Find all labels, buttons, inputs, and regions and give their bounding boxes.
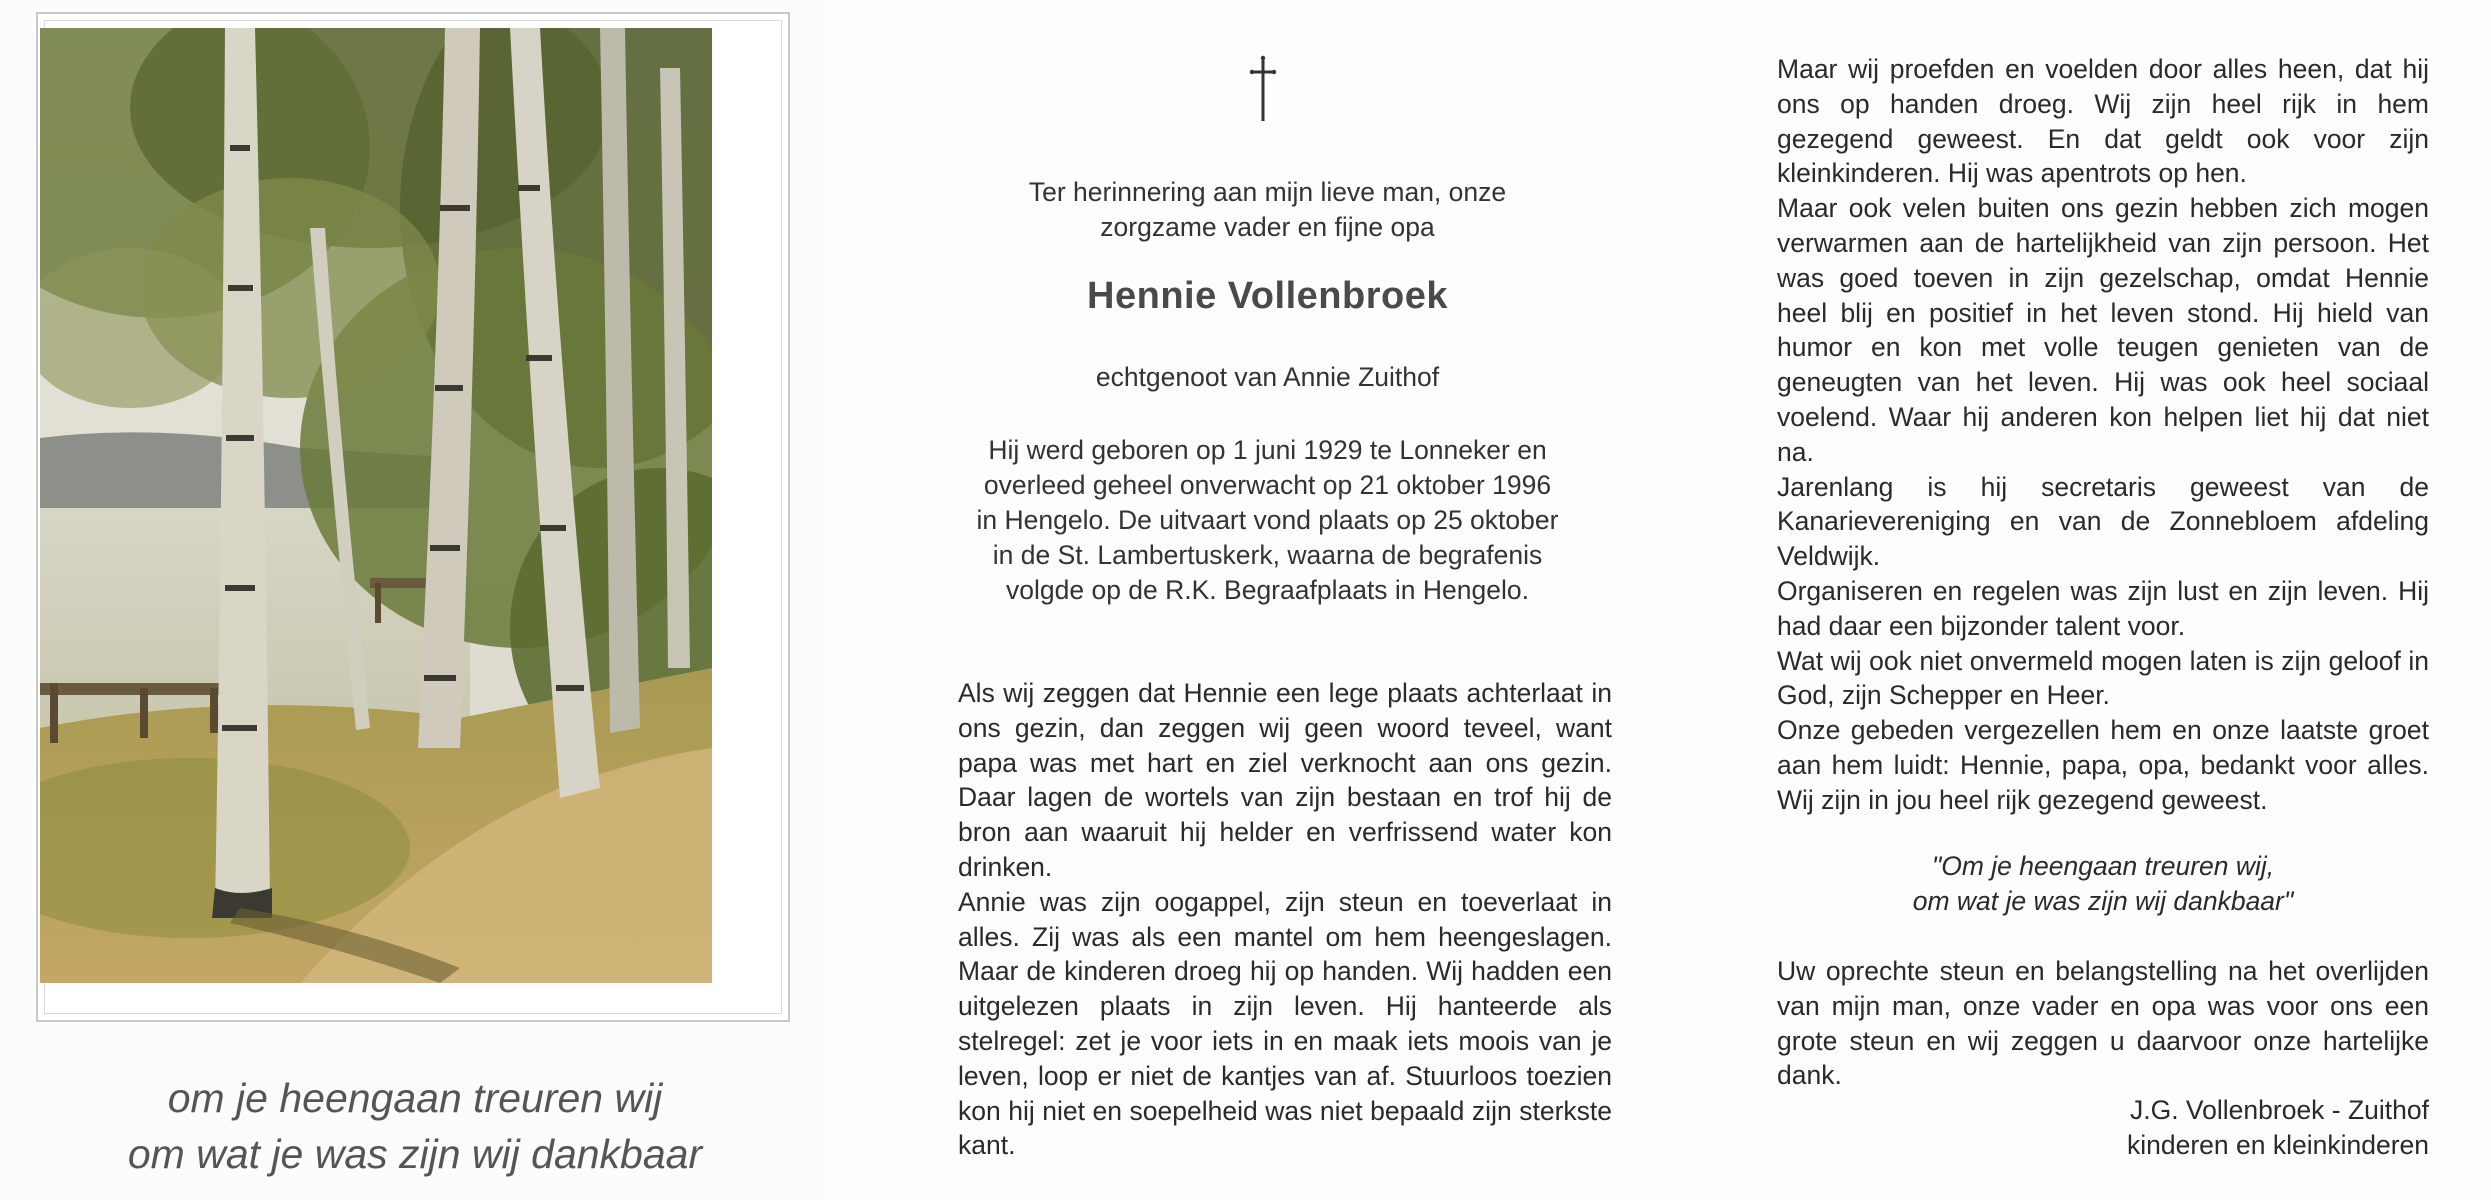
tribute-paragraph: Annie was zijn oogappel, zijn steun en toeverlaat in alles. Zij was als een mantel om hem heengeslagen. Maar de kinderen droeg hij op handen. Wij hadden een uitgelezen plaats in zijn leven. Hij hanteerde als stelregel: zet je voor iets in en maak iets moois van je leven, loop er niet de kantjes van af. Stuurloos toezien kon hij niet en soepelheid was niet bepaald zijn sterkste kant. <box>958 886 1612 1161</box>
life-details <box>830 433 1705 608</box>
life-line-4: in de St. Lambertuskerk, waarna de begrafenis <box>992 540 1543 570</box>
photo-caption <box>0 1070 830 1182</box>
closing-quote <box>1777 849 2429 919</box>
lakeside-birch-trees-photo <box>40 28 712 983</box>
quote-line-2: om wat je was zijn wij dankbaar" <box>1912 885 2294 916</box>
cross-icon <box>1248 55 1278 123</box>
life-line-2: overleed geheel onverwacht op 21 oktober 1996 <box>983 470 1552 500</box>
spouse-line: echtgenoot van Annie Zuithof <box>1095 362 1440 392</box>
tribute-paragraph: Organiseren en regelen was zijn lust en zijn leven. Hij had daar een bijzonder talent voor. <box>1777 575 2429 641</box>
life-line-5: volgde op de R.K. Begraafplaats in Hengelo. <box>1006 575 1529 605</box>
tribute-paragraph: Als wij zeggen dat Hennie een lege plaats achterlaat in ons gezin, dan zeggen wij geen woord teveel, want papa was met hart en ziel verknocht aan ons gezin. Daar lagen de wortels van zijn bestaan en trof hij de bron aan waaruit hij helder en verfrissend water kon drinken. <box>958 678 1612 882</box>
intro-line-1: Ter herinnering aan mijn lieve man, onze <box>1028 177 1507 207</box>
quote-line-1: "Om je heengaan treuren wij, <box>1931 851 2275 881</box>
tribute-paragraph: Wat wij ook niet onvermeld mogen laten is zijn geloof in God, zijn Schepper en Heer. <box>1777 645 2429 711</box>
intro-text <box>830 175 1705 245</box>
thanks-text <box>1777 954 2429 1093</box>
signature <box>1777 1093 2429 1163</box>
life-line-3: in Hengelo. De uitvaart vond plaats op 25 oktober <box>976 505 1559 535</box>
life-line-1: Hij werd geboren op 1 juni 1929 te Lonneker en <box>988 435 1547 465</box>
caption-line-2: om wat je was zijn wij dankbaar <box>127 1131 703 1177</box>
tribute-text-middle <box>958 676 1612 1163</box>
signature-line-2: kinderen en kleinkinderen <box>2126 1129 2429 1160</box>
tribute-text-right <box>1777 52 2429 818</box>
right-panel <box>1705 0 2491 1200</box>
signature-line-1: J.G. Vollenbroek - Zuithof <box>2129 1095 2429 1125</box>
tribute-paragraph: Maar wij proefden en voelden door alles heen, dat hij ons op handen droeg. Wij zijn heel rijk in hem gezegend geweest. En dat geldt ook voor zijn kleinkinderen. Hij was apentrots op hen. <box>1777 54 2429 189</box>
thanks-paragraph: Uw oprechte steun en belangstelling na het overlijden van mijn man, onze vader en opa was voor ons een grote steun en wij zeggen u daarvoor onze hartelijke dank. <box>1777 956 2429 1091</box>
intro-line-2: zorgzame vader en fijne opa <box>1100 212 1435 242</box>
middle-panel <box>830 0 1705 1200</box>
left-panel <box>0 0 830 1200</box>
caption-line-1: om je heengaan treuren wij <box>167 1075 663 1121</box>
deceased-name: Hennie Vollenbroek <box>1087 275 1448 317</box>
tribute-paragraph: Maar ook velen buiten ons gezin hebben zich mogen verwarmen aan de hartelijkheid van zijn persoon. Het was goed toeven in zijn gezelschap, omdat Hennie heel blij en positief in het leven stond. Hij hield van humor en kon met volle teugen genieten van de geneugten van het leven. Hij was ook heel sociaal voelend. Waar hij anderen kon helpen liet hij dat niet na. <box>1777 193 2429 467</box>
tribute-paragraph: Jarenlang is hij secretaris geweest van de Kanarievereniging en van de Zonnebloem afdeling Veldwijk. <box>1777 471 2429 572</box>
tribute-paragraph: Onze gebeden vergezellen hem en onze laatste groet aan hem luidt: Hennie, papa, opa, bedankt voor alles. Wij zijn in jou heel rijk gezegend geweest. <box>1777 715 2429 815</box>
